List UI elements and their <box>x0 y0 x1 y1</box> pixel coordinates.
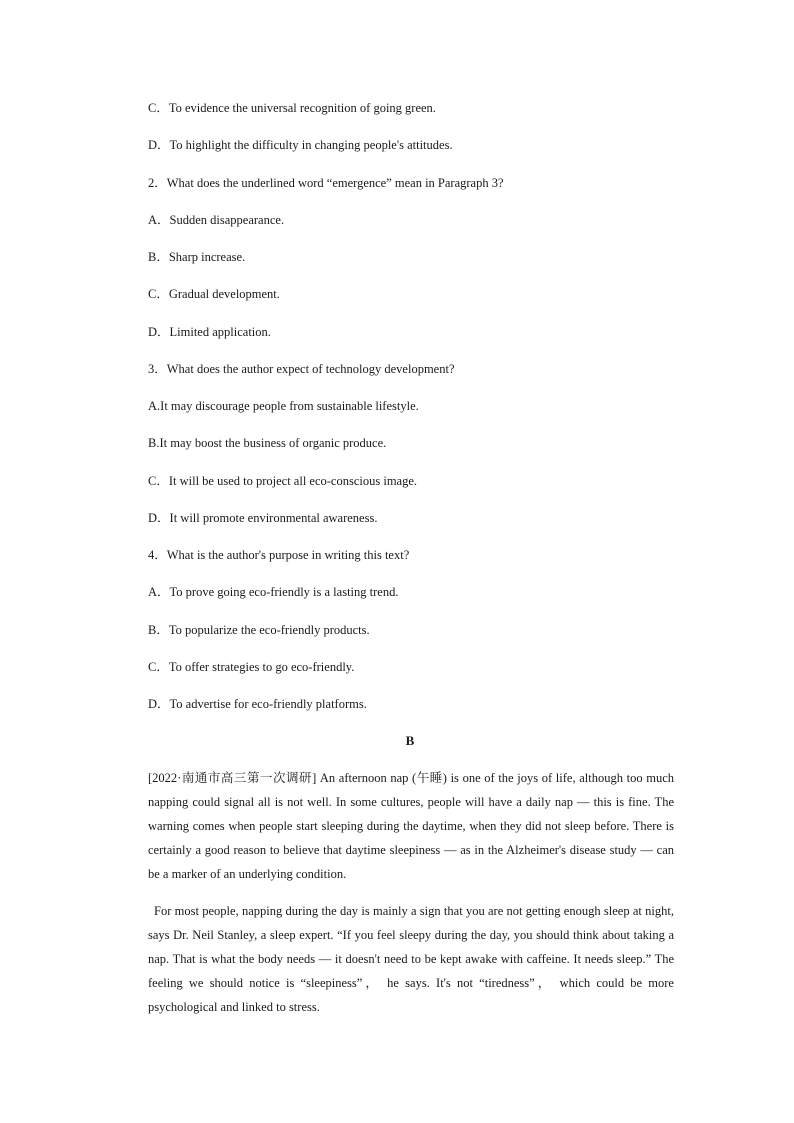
q2-option-d: D．Limited application. <box>148 325 271 339</box>
q3-option-b: B.It may boost the business of organic produce. <box>148 436 387 450</box>
q1-option-d: D．To highlight the difficulty in changing people's attitudes. <box>148 138 453 152</box>
q3-option-d: D．It will promote environmental awareness. <box>148 511 378 525</box>
q2-option-a: A．Sudden disappearance. <box>148 213 285 227</box>
passage-paragraph-1: [2022·南通市高三第一次调研] An afternoon nap (午睡) is one of the joys of life, although too much napping could signal all is not well. In some cultures, people will have a daily nap — this is fine. The warning comes when people start sleeping during the daytime, when they did not sleep before. There is certainly a good reason to believe that daytime sleepiness — as in the Alzheimer's disease study — can be a marker of an underlying condition. <box>148 771 674 881</box>
q4-option-a: A．To prove going eco-friendly is a lasting trend. <box>148 585 399 599</box>
q4-option-b: B．To popularize the eco-friendly products. <box>148 623 370 637</box>
q2-stem: 2．What does the underlined word “emergence” mean in Paragraph 3? <box>148 176 504 190</box>
q1-option-c: C．To evidence the universal recognition of going green. <box>148 101 436 115</box>
q3-option-c: C．It will be used to project all eco-conscious image. <box>148 474 418 488</box>
q3-stem: 3．What does the author expect of technology development? <box>148 362 455 376</box>
q4-option-d: D．To advertise for eco-friendly platforms. <box>148 697 367 711</box>
q4-option-c: C．To offer strategies to go eco-friendly. <box>148 660 355 674</box>
section-b-title: B <box>405 733 415 748</box>
passage-paragraph-2: For most people, napping during the day is mainly a sign that you are not getting enough sleep at night, says Dr. Neil Stanley, a sleep expert. “If you feel sleepy during the day, you should think about taking a nap. That is what the body needs — it doesn't need to be kept awake with caffeine. It needs sleep.” The feeling we should notice is “sleepiness”， he says. It's not “tiredness”， which could be more psychological and linked to stress. <box>148 904 674 1014</box>
q4-stem: 4．What is the author's purpose in writing this text? <box>148 548 410 562</box>
q3-option-a: A.It may discourage people from sustainable lifestyle. <box>148 399 419 413</box>
q2-option-c: C．Gradual development. <box>148 287 280 301</box>
q2-option-b: B．Sharp increase. <box>148 250 246 264</box>
